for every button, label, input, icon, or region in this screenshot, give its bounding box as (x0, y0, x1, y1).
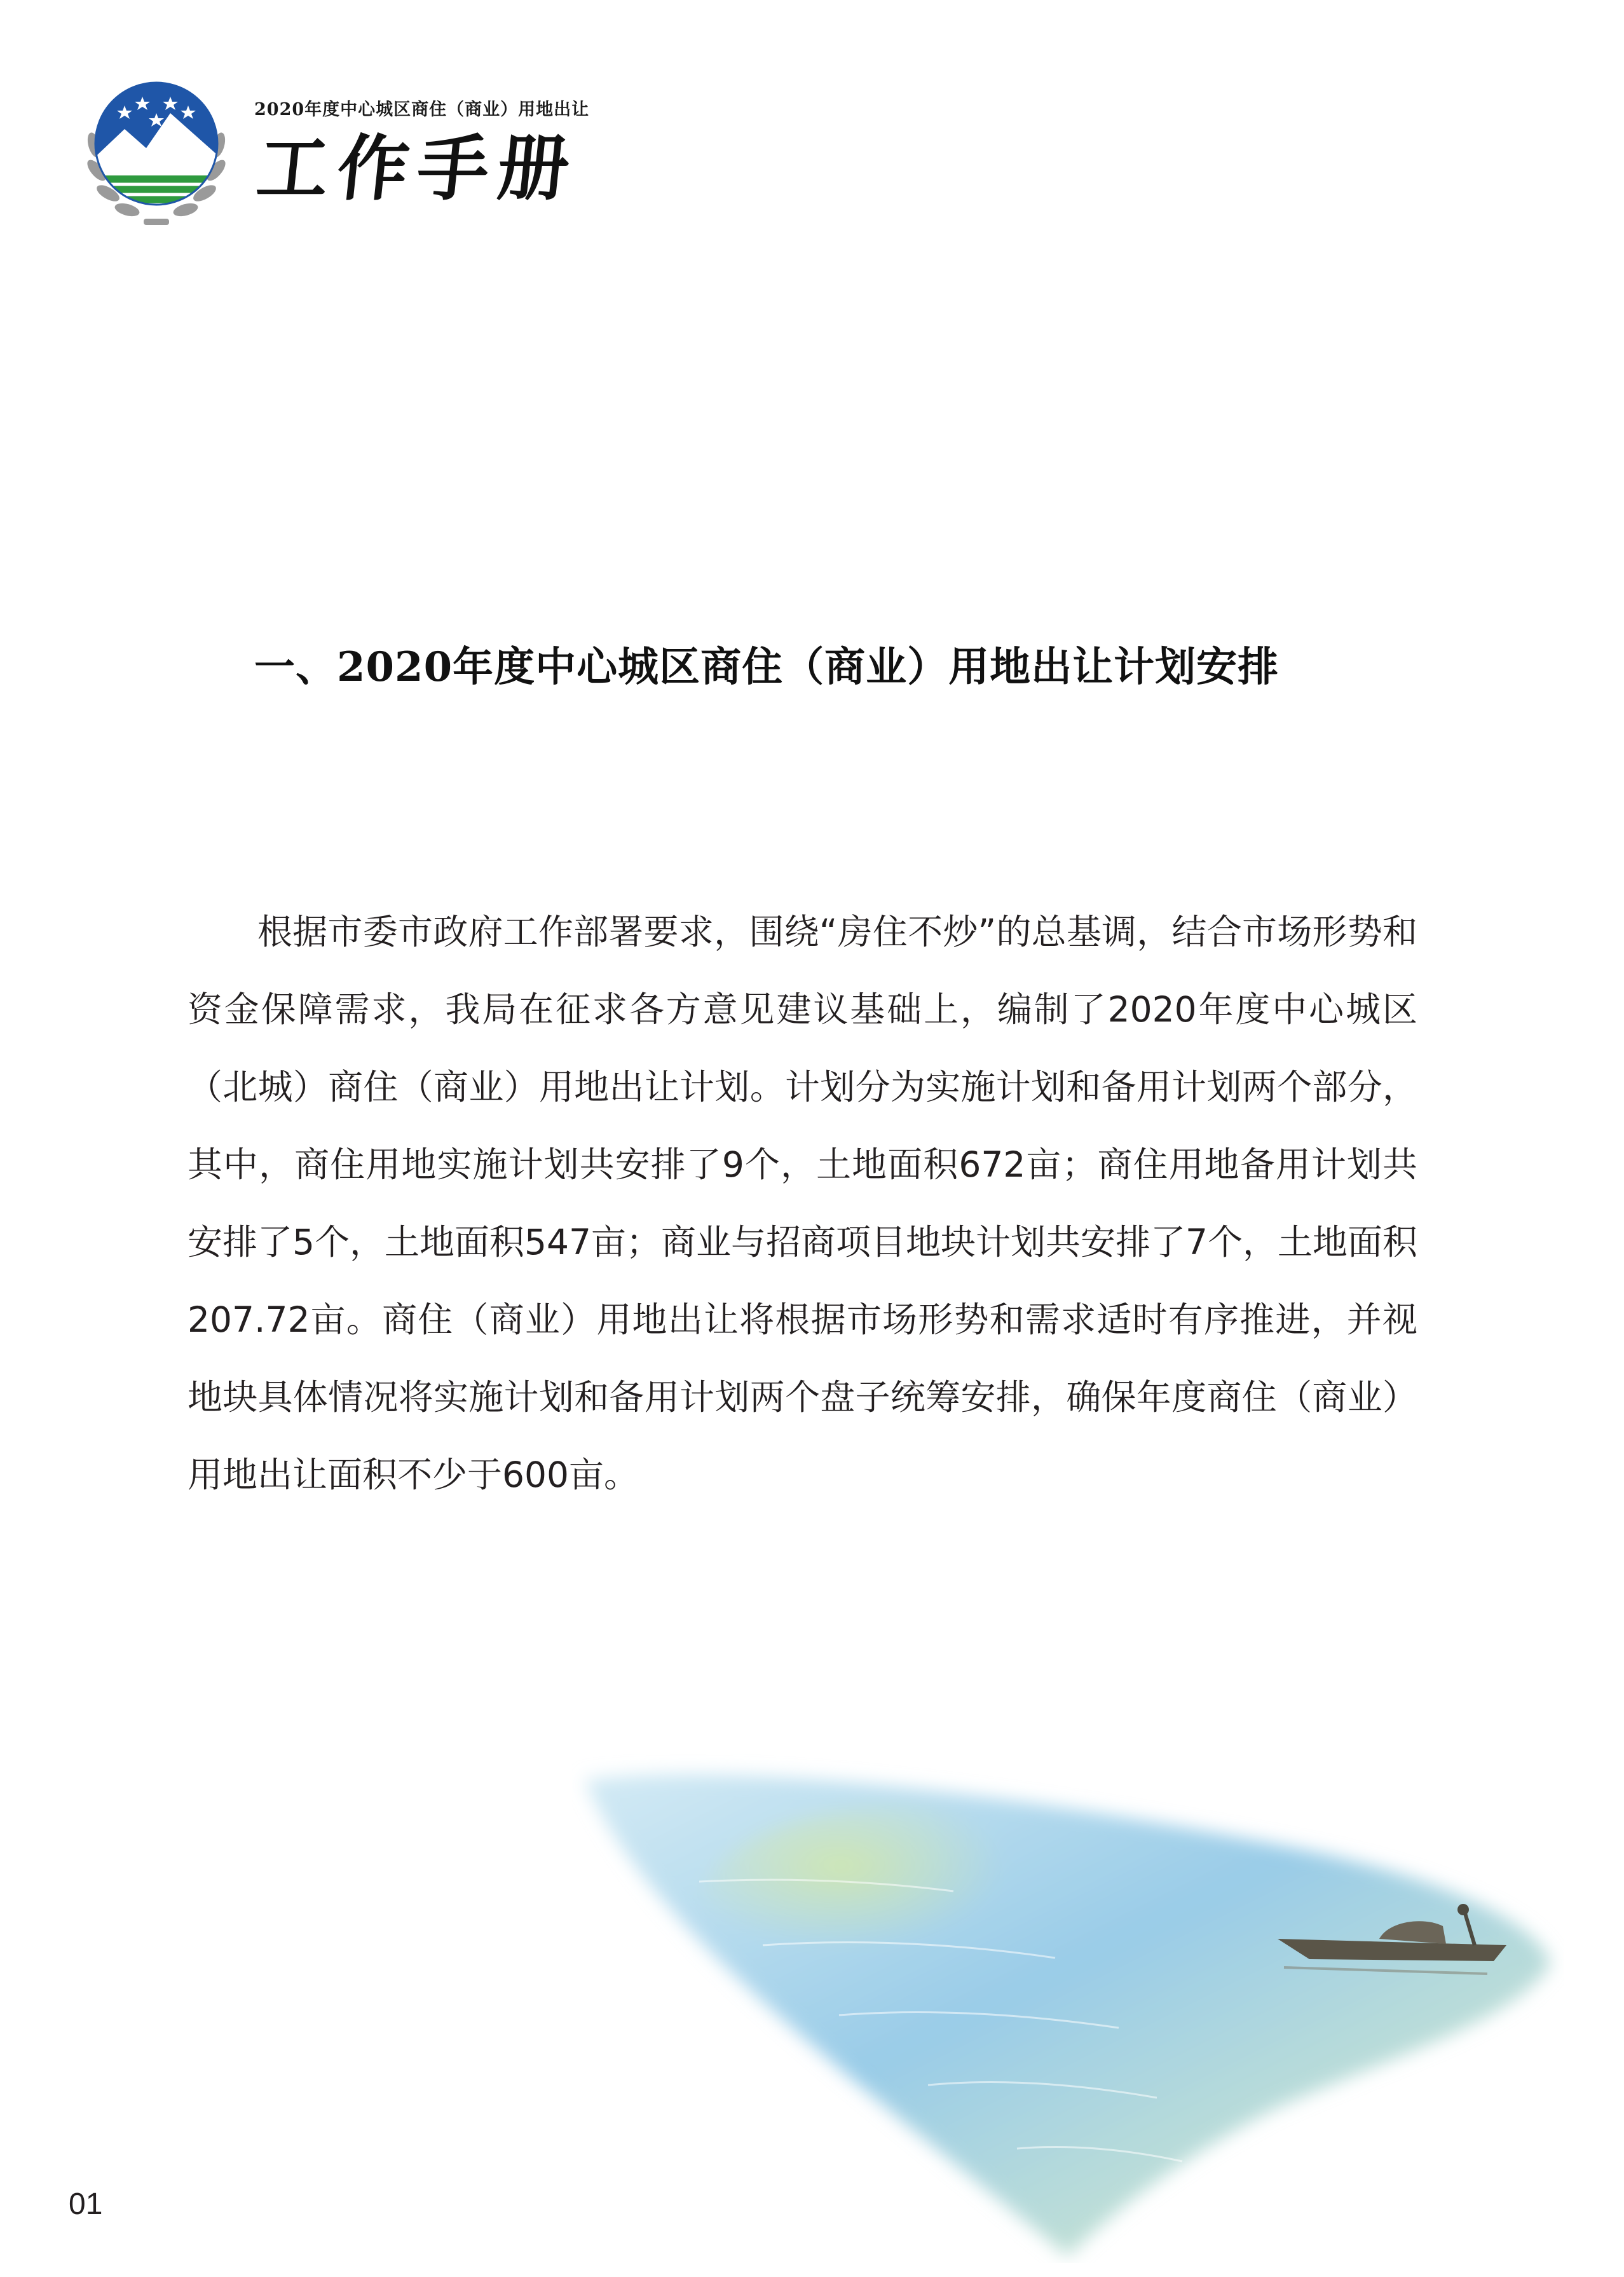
mountain-emblem-logo-icon (75, 69, 238, 231)
header-subtitle: 2020年度中心城区商住（商业）用地出让 (254, 100, 590, 120)
body-paragraph: 根据市委市政府工作部署要求，围绕“房住不炒”的总基调，结合市场形势和资金保障需求，我局在征求各方意见建议基础上，编制了2020年度中心城区（北城）商住（商业）用地出让计划。计划分为实施计划和备用计划两个部分，其中，商住用地实施计划共安排了9个，土地面积672亩；商住用地备用计划共安排了5个，土地面积547亩；商业与招商项目地块计划共安排了7个，土地面积207.72亩。商住（商业）用地出让将根据市场形势和需求适时有序推进，并视地块具体情况将实施计划和备用计划两个盘子统筹安排，确保年度商住（商业）用地出让面积不少于600亩。 (188, 912, 1417, 1495)
water-boat-illustration-icon (572, 1754, 1564, 2263)
page-number: 01 (69, 2187, 103, 2221)
header-title: 工作手册 (253, 127, 582, 210)
section-heading: 一、2020年度中心城区商住（商业）用地出让计划安排 (254, 643, 1279, 691)
